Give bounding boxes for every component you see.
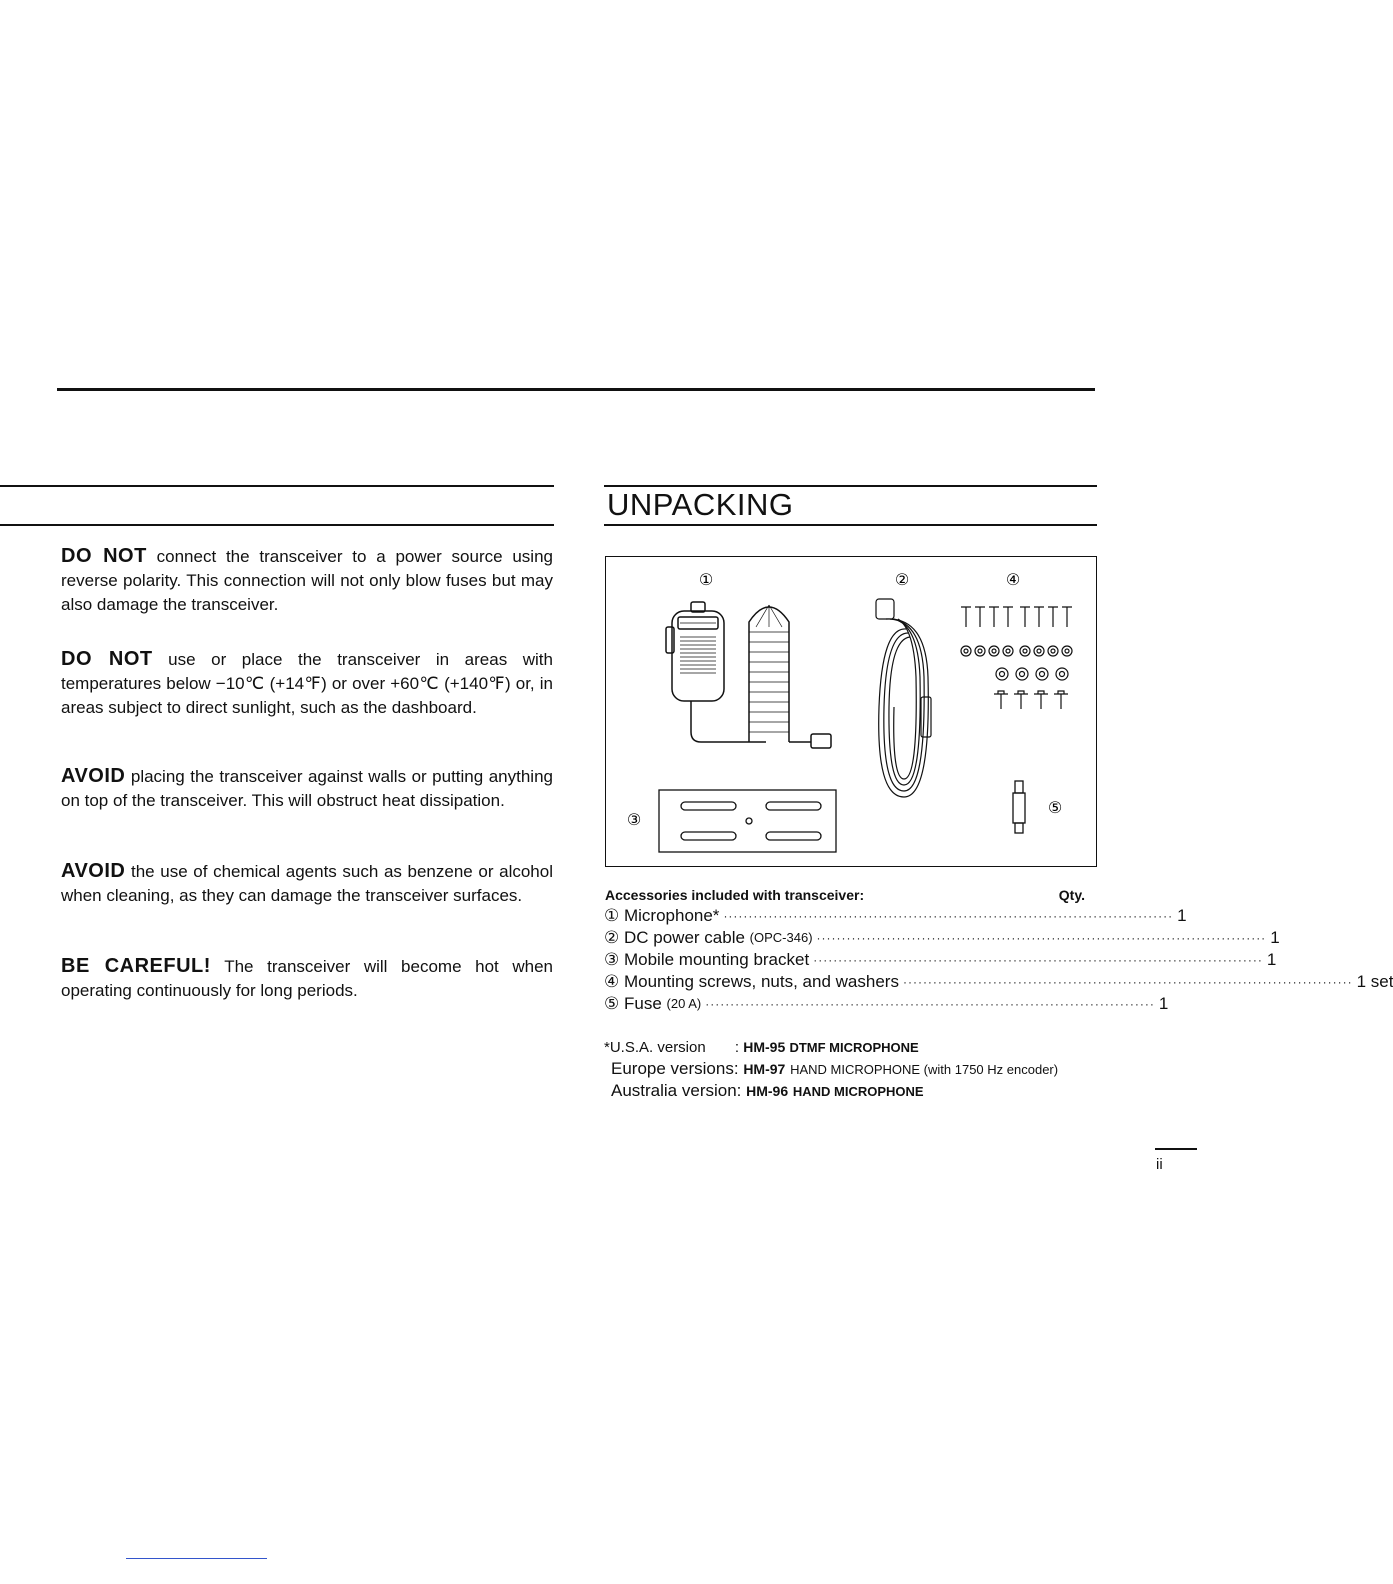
version-label: Europe versions:	[611, 1059, 739, 1078]
right-header-rule-bottom	[604, 524, 1097, 526]
version-desc: DTMF MICROPHONE	[789, 1040, 919, 1055]
warning-keyword: BE CAREFUL!	[61, 955, 211, 977]
microphone-illustration	[666, 602, 831, 748]
label-3: ③	[626, 810, 642, 829]
item-qty: 1	[1177, 906, 1187, 925]
accessory-item-microphone	[604, 905, 1187, 927]
version-model: HM-96	[746, 1083, 789, 1099]
item-name: Fuse	[623, 994, 662, 1013]
top-rule	[57, 388, 1095, 391]
warning-keyword: DO NOT	[61, 545, 147, 567]
version-note-usa	[604, 1039, 919, 1056]
qty-header: Qty.	[1058, 887, 1085, 903]
screws	[961, 607, 1072, 627]
fuse-illustration	[1013, 781, 1025, 833]
left-header-rule-top	[0, 485, 554, 487]
item-number: ④	[604, 972, 620, 991]
warning-text: connect the transceiver to a power source using reverse polarity. This connection will not only blow fuses but may also damage the transceiver.	[61, 547, 553, 614]
bottom-link-line	[126, 1558, 267, 1559]
leader-dots: ··························································································	[723, 909, 1174, 923]
label-1: ①	[698, 570, 714, 589]
warning-text: use or place the transceiver in areas with temperatures below −10℃ (+14℉) or over +60℃ (+140℉) or, in areas subject to direct sunlight, such as the dashboard.	[61, 650, 553, 717]
mounting-bracket-illustration	[659, 790, 836, 852]
item-detail: (OPC-346)	[749, 930, 813, 945]
version-desc: HAND MICROPHONE	[792, 1084, 924, 1099]
version-note-australia	[611, 1081, 924, 1101]
item-name: Microphone*	[623, 906, 720, 925]
version-desc: HAND MICROPHONE (with 1750 Hz encoder)	[790, 1062, 1059, 1077]
bolts	[994, 691, 1068, 709]
accessory-item-fuse	[604, 993, 1169, 1015]
version-model: HM-95	[743, 1039, 786, 1055]
warning-keyword: DO NOT	[61, 648, 153, 670]
accessories-header	[605, 887, 1085, 903]
item-number: ③	[604, 950, 620, 969]
item-name: Mobile mounting bracket	[623, 950, 810, 969]
leader-dots: ··························································································	[813, 953, 1263, 967]
warning-text: The transceiver will become hot when operating continuously for long periods.	[61, 957, 553, 1000]
label-2: ②	[894, 570, 910, 589]
item-qty: 1 set	[1356, 972, 1393, 991]
washers	[961, 646, 1072, 680]
dc-power-cable-illustration	[876, 599, 931, 797]
item-name: DC power cable	[623, 928, 745, 947]
item-number: ②	[604, 928, 620, 947]
version-label: *U.S.A. version	[604, 1039, 706, 1056]
item-qty: 1	[1270, 928, 1280, 947]
accessory-item-screws	[604, 971, 1393, 993]
accessory-item-bracket	[604, 949, 1277, 971]
item-number: ⑤	[604, 994, 620, 1013]
leader-dots: ··························································································	[902, 975, 1353, 989]
item-qty: 1	[1158, 994, 1169, 1013]
label-5: ⑤	[1047, 798, 1063, 817]
warning-heat	[61, 954, 553, 1003]
version-label: Australia version:	[611, 1081, 742, 1100]
section-title: UNPACKING	[607, 487, 794, 522]
version-sep: :	[734, 1039, 744, 1056]
page-number: ii	[1156, 1156, 1163, 1173]
page-number-rule	[1155, 1148, 1197, 1150]
version-model: HM-97	[743, 1061, 786, 1077]
warning-obstruction	[61, 764, 553, 813]
accessories-header-label: Accessories included with transceiver:	[605, 887, 865, 903]
warning-text: placing the transceiver against walls or putting anything on top of the transceiver. This will obstruct heat dissipation.	[61, 767, 553, 810]
mounting-hardware-illustration	[961, 607, 1072, 709]
item-detail: (20 A)	[666, 996, 702, 1011]
warning-keyword: AVOID	[61, 765, 126, 787]
left-header-rule-bottom	[0, 524, 554, 526]
warning-chemicals	[61, 859, 553, 908]
leader-dots: ··························································································	[816, 931, 1267, 945]
warning-temperature	[61, 647, 553, 720]
item-qty: 1	[1266, 950, 1277, 969]
warning-reverse-polarity	[61, 544, 553, 617]
warning-keyword: AVOID	[61, 860, 126, 882]
warning-text: the use of chemical agents such as benzene or alcohol when cleaning, as they can damage the transceiver surfaces.	[61, 862, 553, 905]
item-name: Mounting screws, nuts, and washers	[623, 972, 899, 991]
accessory-item-dc-cable	[604, 927, 1280, 949]
version-note-europe	[611, 1059, 1058, 1079]
accessories-figure	[605, 556, 1097, 867]
leader-dots: ··························································································	[705, 997, 1155, 1011]
label-4: ④	[1005, 570, 1021, 589]
item-number: ①	[604, 906, 620, 925]
